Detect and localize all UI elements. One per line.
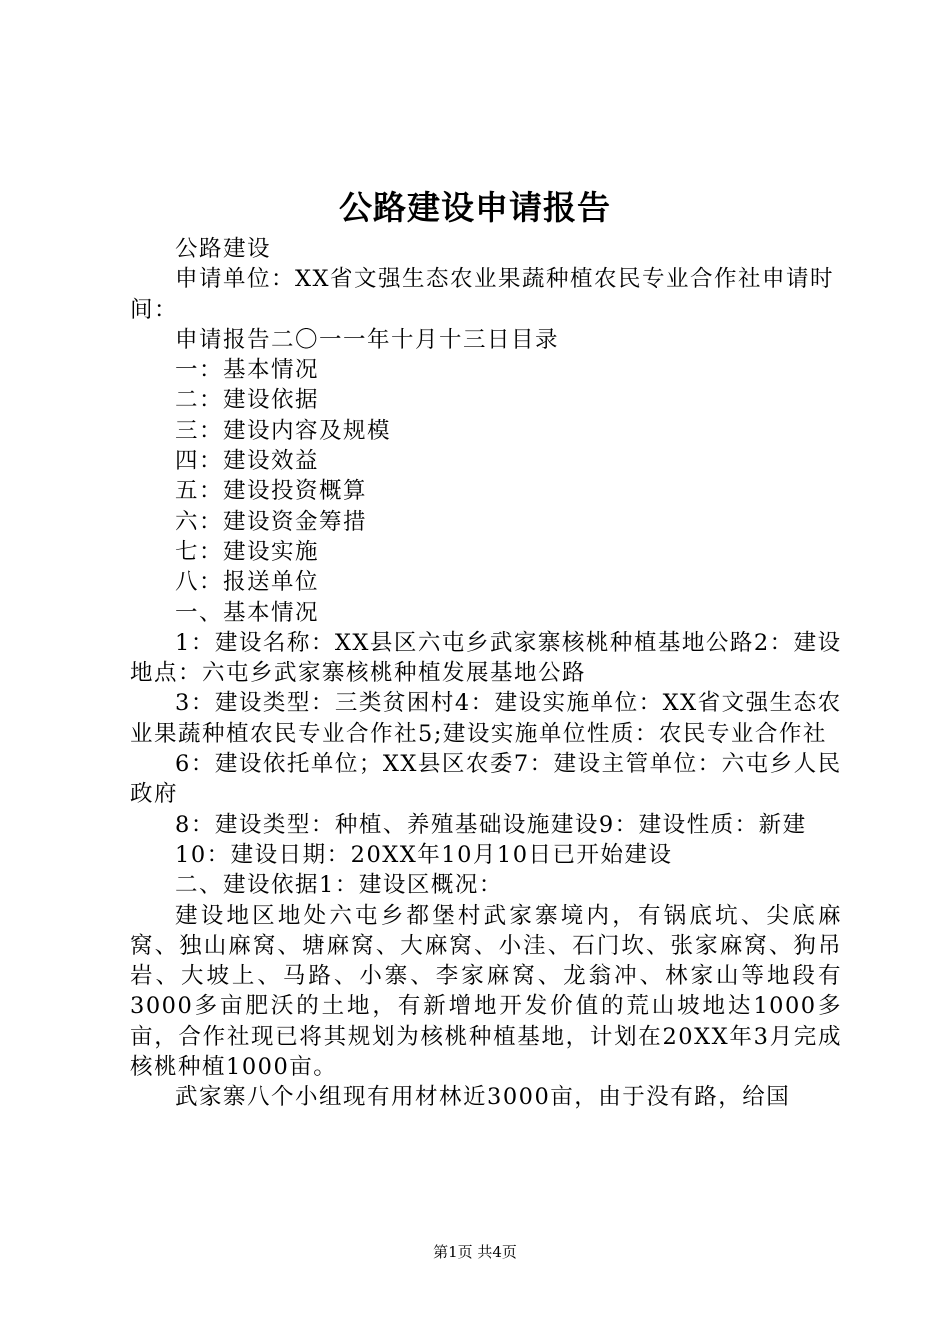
toc-item: 四：建设效益 — [175, 448, 320, 475]
document-title: 公路建设申请报告 — [339, 188, 611, 227]
toc-item: 七：建设实施 — [175, 538, 320, 565]
paragraph: 8：建设类型：种植、养殖基础设施建设9：建设性质：新建 — [175, 811, 807, 838]
toc-item: 三：建设内容及规模 — [175, 417, 392, 444]
paragraph: 建设地区地处六屯乡都堡村武家寨境内，有锅底坑、尖底麻窝、独山麻窝、塘麻窝、大麻窝、小洼、石门坎、张家麻窝、狗吊岩、大坡上、马路、小寨、李家麻窝、龙翁冲、林家山等地段有3000多亩肥沃的土地，有新增地开发价值的荒山坡地达1000多亩，合作社现已将其规划为核桃种植基地，计划在20XX年3月完成核桃种植1000亩。 — [130, 902, 842, 1081]
toc-item: 五：建设投资概算 — [175, 478, 368, 505]
toc-item: 八：报送单位 — [175, 569, 320, 596]
paragraph: 武家寨八个小组现有用材林近3000亩，由于没有路，给国 — [175, 1084, 791, 1111]
paragraph: 申请单位：XX省文强生态农业果蔬种植农民专业合作社申请时间： — [130, 266, 835, 323]
paragraph: 10：建设日期：20XX年10月10日已开始建设 — [175, 841, 673, 868]
paragraph: 公路建设 — [175, 236, 272, 262]
toc-item: 六：建设资金筹措 — [175, 508, 368, 535]
paragraph: 6：建设依托单位；XX县区农委7：建设主管单位：六屯乡人民政府 — [130, 751, 842, 808]
document-body — [130, 234, 842, 1113]
paragraph: 申请报告二〇一一年十月十三日目录 — [175, 326, 560, 353]
paragraph: 1：建设名称：XX县区六屯乡武家寨核桃种植基地公路2：建设地点：六屯乡武家寨核桃种植发展基地公路 — [130, 629, 842, 687]
page-footer: 第1页 共4页 — [433, 1243, 517, 1261]
section-heading: 二、建设依据1：建设区概况： — [175, 872, 503, 899]
section-heading: 一、基本情况 — [175, 599, 320, 626]
paragraph: 3：建设类型：三类贫困村4：建设实施单位：XX省文强生态农业果蔬种植农民专业合作社5;建设实施单位性质：农民专业合作社 — [130, 690, 842, 747]
toc-item: 一：基本情况 — [175, 357, 320, 384]
toc-item: 二：建设依据 — [175, 387, 320, 414]
